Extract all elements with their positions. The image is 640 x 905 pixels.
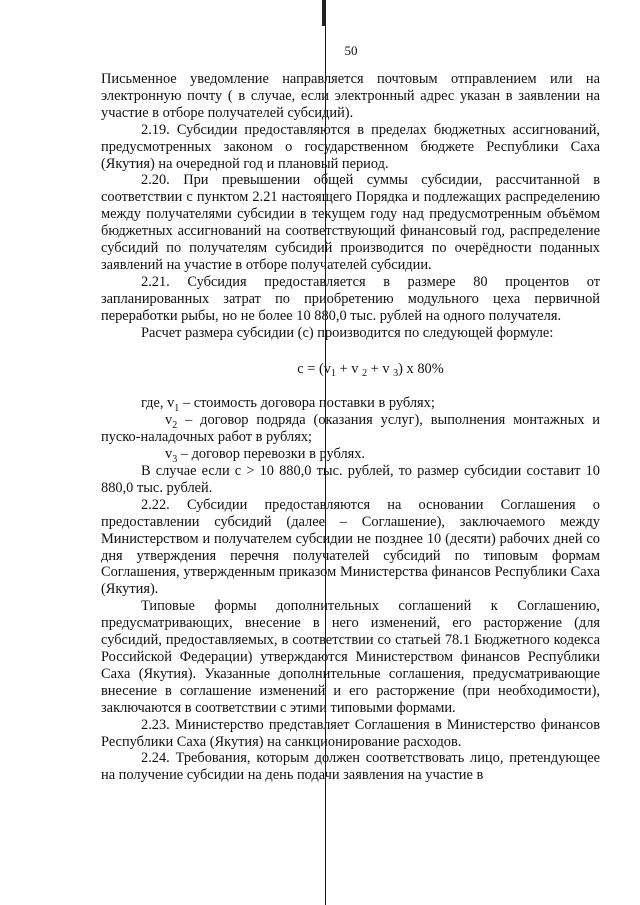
formula-rhs: ) x 80%: [398, 360, 444, 377]
formula-v2-sub: 2: [362, 367, 368, 379]
paragraph-2-23: 2.23. Министерство представляет Соглашения в Министерство финансов Республики Саха (Якутия) на санкционирование расходов.: [101, 716, 600, 750]
paragraph-2-20: 2.20. При превышении общей суммы субсидии, рассчитанной в соответствии с пунктом 2.21 настоящего Порядка и подлежащих распределению между получателями субсидии в текущем году над предусмотренным объёмом бюджетных ассигнований на соответствующий финансовый год, распределение субсидий по получателям субсидий производится по очерёдности поданных заявлений на участие в отборе получателей субсидии.: [101, 172, 600, 273]
where-v1-sub: 1: [174, 403, 180, 415]
formula-plus-1: + v: [335, 360, 363, 377]
where-v3-text: – договор перевозки в рублях.: [177, 446, 366, 463]
formula-v1-sub: 1: [330, 367, 336, 379]
paragraph-2-24: 2.24. Требования, которым должен соответствовать лицо, претендующее на получение субсидии на день подачи заявления на участие в: [101, 750, 600, 784]
page-number: 50: [344, 43, 358, 58]
paragraph-notification: Письменное уведомление направляется почтовым отправлением или на электронную почту ( в случае, если электронный адрес указан в заявлении на участие в отборе получателей субсидий).: [101, 71, 600, 121]
where-v2: [101, 412, 600, 446]
paragraph-formula-intro: Расчет размера субсидии (с) производится по следующей формуле:: [141, 324, 554, 341]
formula-plus-2: + v: [367, 360, 394, 377]
subsidy-formula: [141, 361, 600, 378]
where-v3: [101, 446, 600, 463]
formula-lhs: c = (: [297, 360, 324, 377]
where-v1: [101, 395, 600, 415]
paragraph-2-22: 2.22. Субсидии предоставляются на основании Соглашения о предоставлении субсидий (далее – Соглашение), заключаемого между Министерством и получателем субсидии не позднее 10 (десяти) рабочих дней со дня утверждения перечня получателей субсидий по типовым формам Соглашения, утвержденным приказом Министерства финансов Республики Саха (Якутия).: [101, 496, 600, 598]
paragraph-limit: В случае если с > 10 880,0 тыс. рублей, то размер субсидии составит 10 880,0 тыс. рублей.: [101, 463, 600, 496]
paragraph-typical-forms: Типовые формы дополнительных соглашений к Соглашению, предусматривающих, внесение в него изменений, его расторжение (для субсидий, предоставляемых, в соответствии со статьей 78.1 Бюджетного кодекса Российской Федерации) утверждаются Министерством финансов Республики Саха (Якутия). Указанные дополнительные соглашения, предусматривающие внесение в соглашение изменений и его расторжение (при необходимости), заключаются в соответствии с этими типовыми формами.: [101, 598, 600, 716]
where-v2-text: – договор подряда (оказания услуг), выполнения монтажных и пуско-наладочных работ в рублях;: [101, 412, 600, 446]
where-v3-sub: 3: [172, 454, 178, 465]
where-v2-prefix: v: [165, 412, 173, 429]
paragraph-2-21: 2.21. Субсидия предоставляется в размере 80 процентов от запланированных затрат по приобретению модульного цеха первичной переработки рыбы, но не более 10 880,0 тыс. рублей на одного получателя.: [101, 273, 600, 324]
paragraph-2-19: 2.19. Субсидии предоставляются в пределах бюджетных ассигнований, предусмотренных законом о государственном бюджете Республики Саха (Якутия) на очередной год и плановый период.: [101, 121, 600, 172]
where-v2-sub: 2: [172, 420, 178, 432]
where-v3-prefix: v: [165, 446, 173, 463]
formula-v3-sub: 3: [393, 367, 399, 379]
where-v1-text: – стоимость договора поставки в рублях;: [179, 395, 435, 412]
where-v1-prefix: где, v: [141, 395, 175, 412]
formula-v1: v: [323, 360, 331, 377]
document-body: [101, 71, 600, 784]
